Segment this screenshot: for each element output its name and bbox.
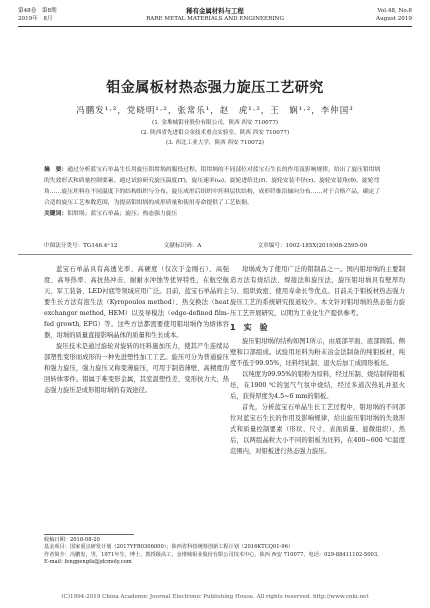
header-rule (18, 26, 412, 27)
author-list: 冯鹏发¹·²，党晓明¹·²，张常乐¹，赵 虎¹·²，王 娴¹·²，李仲国³ (76, 106, 354, 116)
footnote-funding: 基金项目：国家重点研发计划（2017YFB0306000）；陕西省科技统筹创新工程计划（2016KTCQ01-96） (44, 544, 294, 551)
keywords (44, 209, 386, 220)
header-center (18, 8, 412, 23)
header-year-cn: 2019年 8月 (18, 15, 53, 22)
footnote-rule (44, 534, 134, 535)
footnotes (44, 537, 384, 567)
doc-code: 文献标识码：A (163, 243, 202, 249)
article-title: 钼金属板材热态强力旋压工艺研究 (106, 80, 324, 96)
copyright-watermark: (C)1994-2019 China Academic Journal Electronic Publishing House. All rights reserved. http://www.cnki.net (61, 594, 369, 600)
keywords-label: 关键词： (44, 211, 68, 217)
journal-title-en: RARE METAL MATERIALS AND ENGINEERING (146, 15, 284, 22)
abstract-text: 通过分析蓝宝石单晶生长用旋压钼坩埚的服役过程、钼坩埚的不同部位对蓝宝石生长的作用及影响规律，给出了旋压钼坩埚的失效形式和质量控制要素。通过试验研究旋压温度(T)，旋压速率(ω)、旋轮进给比(f)、旋轮安装半径(r)、旋轮安装角(θ)、旋轮弯角……旋压坯料在不同温度下的结构组织与分布。旋压成形后组织中坯料层状结构，成形纤维沿轴向分布……对于合格产品，确定了合适的旋压工艺参数范围，为提高钼坩埚的成形质量和使用寿命提供了工艺依据。 (44, 167, 381, 206)
header-volume-en: Vol.48, No.8 (377, 8, 412, 14)
body-column-right (230, 264, 405, 457)
header-volume-cn: 第48卷 第8期 (18, 8, 57, 14)
footnote-author-bio: 作者简介：冯鹏发，男，1971年生，博士，教授级高工，金堆城钼业股份有限公司技术中心，陕西 西安 710077，电话：029-88411102-5003， (44, 551, 383, 558)
body-paragraph: 蓝宝石单晶具有高透光率、高硬度（仅次于金刚石）、高强度、高导热率、高抗热冲击、耐耐水冲蚀等优异特性，在航空航天、军工装备、LED衬底等领域应用广泛。目前，蓝宝石单晶的主要生长方法有泡生法（Kyropoulos method）、热交换法（heat exchanger method, HEM）以及导模法（edge-defined film-fed growth, EFG）等。这些方法都需要使用钼坩埚作为熔体容器，坩埚的质量直接影响晶体的质量和生长成本。 (44, 266, 229, 339)
classification-line (44, 241, 386, 249)
clc-number: 中图法分类号：TG146.4⁺12 (44, 243, 118, 249)
body-column-left (44, 264, 229, 396)
abstract-label: 摘 要： (44, 167, 68, 173)
section-heading: 1 实 验 (230, 323, 268, 332)
footnote-email: E-mail: fengpengfa@jdcmoly.com (44, 559, 132, 566)
body-paragraph: 坩埚成为了使用广泛的钼制品之一。国内钼坩埚的主要制造方法有烧结法、焊接法和旋压法，旋压钼坩埚具有壁厚均匀、组织致密、使用寿命长等优点。目前关于钼板材热态强力旋压工艺的系统研究报道较少。本文针对钼坩埚的热态强力旋压工艺开展研究，以期为工业化生产提供参考。 (230, 266, 405, 317)
affiliation-2: (2. 陕西省先进钼合金技术重点实验室，陕西 西安 710077) (140, 130, 290, 136)
body-paragraph: 首先，分析蓝宝石单晶生长工艺过程中，钼坩埚的不同部位对蓝宝石生长的作用及影响规律，给出旋压钼坩埚的失效形式和质量控制要素（形状、尺寸、表面质量、显微组织），然后，以两组晶粒大小不同的钼板为坯料，在400~600 ℃温度范围内，对钼板进行热态强力旋压。 (230, 404, 405, 455)
affiliation-3: (3. 西北工业大学，陕西 西安 710072) (166, 140, 264, 146)
body-paragraph: 旋压钼坩埚的结构如图1所示，由底部平面、底部圆弧、侧壁和口部组成。试验用坯料为粉末冶金法制备的纯钼板材，纯度不低于99.95%，坯料经轧制、退火后加工成圆形板坯。 (230, 338, 405, 367)
affiliation-1: (1. 金堆城钼业股份有限公司，陕西 西安 710077) (152, 120, 278, 126)
body-paragraph: 以纯度为99.95%的钼粉为原料，经过压制、烧结制得钼板坯，在1900 ℃的氢气气氛中烧结，经过多道次热轧并退火后，获得厚度为4.5~6 mm的钼板。 (230, 371, 405, 400)
running-header (18, 6, 412, 32)
header-right (376, 8, 412, 23)
journal-title-cn: 稀有金属材料与工程 (186, 7, 244, 15)
body-paragraph: 旋压技术是通过旋轮对旋转的坯料施加压力，使其产生连续局部塑性变形而成形的一种先进塑性加工工艺。旋压可分为普通旋压和强力旋压，强力旋压又称变薄旋压，可用于制造薄壁、高精度的回转体零件。钼属于难变形金属，其室温塑性差、变形抗力大，热态强力旋压是成形钼坩埚的有效途径。 (44, 343, 229, 394)
footnote-received: 收稿日期：2018-08-20 (44, 537, 100, 543)
keywords-text: 钼坩埚；蓝宝石单晶；旋压；热态强力旋压 (67, 211, 178, 217)
header-date-en: August 2019 (376, 15, 412, 22)
separator-rule (18, 254, 412, 255)
affiliations (40, 118, 390, 148)
abstract (44, 165, 386, 220)
article-number: 文章编号：1002-185X(2019)08-2595-09 (257, 243, 368, 249)
